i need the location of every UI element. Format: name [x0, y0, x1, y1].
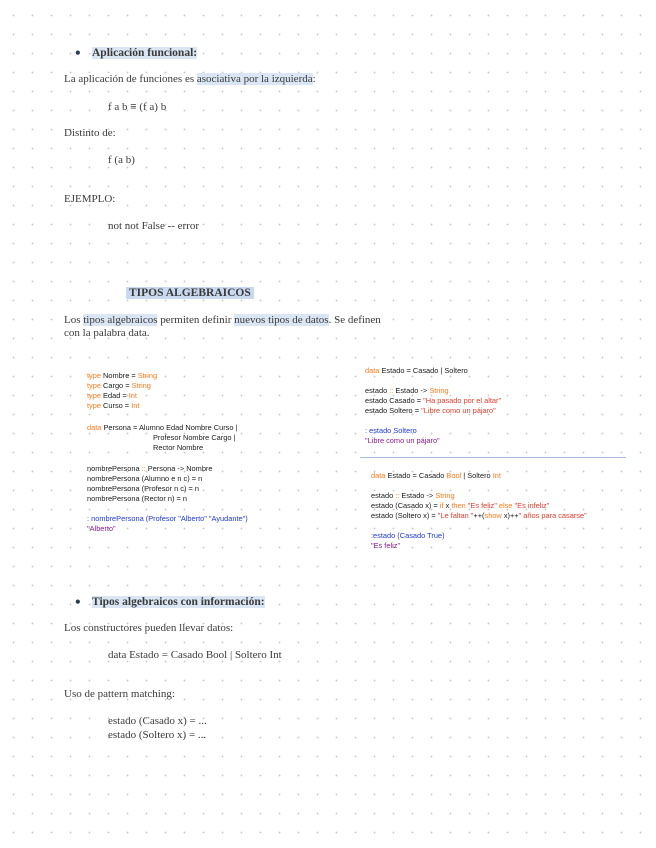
left-code-block — [87, 371, 248, 534]
signature-line: estado :: Estado -> String — [371, 491, 455, 500]
pattern-line-1: estado (Casado x) = ... — [108, 715, 207, 727]
signature-line: nombrePersona :: Persona -> Nombre — [87, 464, 213, 473]
equation-line: nombrePersona (Profesor n c) = n — [87, 484, 199, 493]
section-title-tipos-info: Tipos algebraicos con información: — [92, 596, 265, 608]
constructors-label: Los constructores pueden llevar datos: — [64, 622, 234, 634]
type-def-line: type Cargo = String — [87, 381, 151, 390]
ghci-output: "Es feliz" — [371, 541, 401, 550]
example-label: EJEMPLO: — [64, 193, 116, 205]
tipos-description-line1: Los tipos algebraicos permiten definir nuevos tipos de datos. Se definen — [64, 314, 381, 326]
bullet-marker: • — [74, 595, 82, 609]
section-title-aplicacion: Aplicación funcional: — [92, 47, 198, 59]
bullet-marker: • — [74, 46, 82, 60]
data-example: data Estado = Casado Bool | Soltero Int — [108, 649, 282, 661]
equation-line: estado Soltero = "Libre como un pájaro" — [365, 406, 496, 415]
intro-text: La aplicación de funciones es asociativa por la izquierda: — [64, 73, 316, 85]
data-estado-line: data Estado = Casado | Soltero — [365, 366, 468, 375]
data-estado-line: data Estado = Casado Bool | Soltero Int — [371, 471, 501, 480]
pattern-line-2: estado (Soltero x) = ... — [108, 729, 207, 741]
distinct-label: Distinto de: — [64, 127, 116, 139]
ghci-output: "Libre como un pájaro" — [365, 436, 440, 445]
equation-line: estado (Soltero x) = "Le faltan "++(show x)++" años para casarse" — [371, 511, 587, 520]
equation-line: estado Casado = "Ha pasado por el altar" — [365, 396, 502, 405]
data-persona-line: data Persona = Alumno Edad Nombre Curso | — [87, 423, 238, 432]
data-persona-cont: Rector Nombre — [153, 443, 204, 452]
ghci-prompt: : nombrePersona (Profesor "Alberto" "Ayudante") — [87, 514, 248, 523]
equation-line: estado (Casado x) = if x then "Es feliz" else "Es infeliz" — [371, 501, 550, 510]
signature-line: estado :: Estado -> String — [365, 386, 449, 395]
type-def-line: type Edad = Int — [87, 391, 137, 400]
right-code-block-1 — [365, 366, 501, 446]
ghci-prompt: : estado Soltero — [365, 426, 417, 435]
type-def-line: type Nombre = String — [87, 371, 158, 380]
code-separator — [360, 457, 626, 458]
ghci-output: "Alberto" — [87, 524, 116, 533]
right-code-block-2 — [371, 471, 587, 551]
tipos-algebraicos-heading: TIPOS ALGEBRAICOS — [126, 287, 254, 299]
distinct-expression: f (a b) — [108, 154, 135, 166]
data-persona-cont: Profesor Nombre Cargo | — [153, 433, 236, 442]
example-code: not not False -- error — [108, 220, 200, 232]
equation-line: nombrePersona (Alumno e n c) = n — [87, 474, 203, 483]
pattern-label: Uso de pattern matching: — [64, 688, 175, 700]
type-def-line: type Curso = Int — [87, 401, 140, 410]
tipos-description-line2: con la palabra data. — [64, 327, 150, 339]
equivalence-expression: f a b ≡ (f a) b — [108, 101, 167, 113]
equation-line: nombrePersona (Rector n) = n — [87, 494, 188, 503]
ghci-prompt: :estado (Casado True) — [371, 531, 445, 540]
